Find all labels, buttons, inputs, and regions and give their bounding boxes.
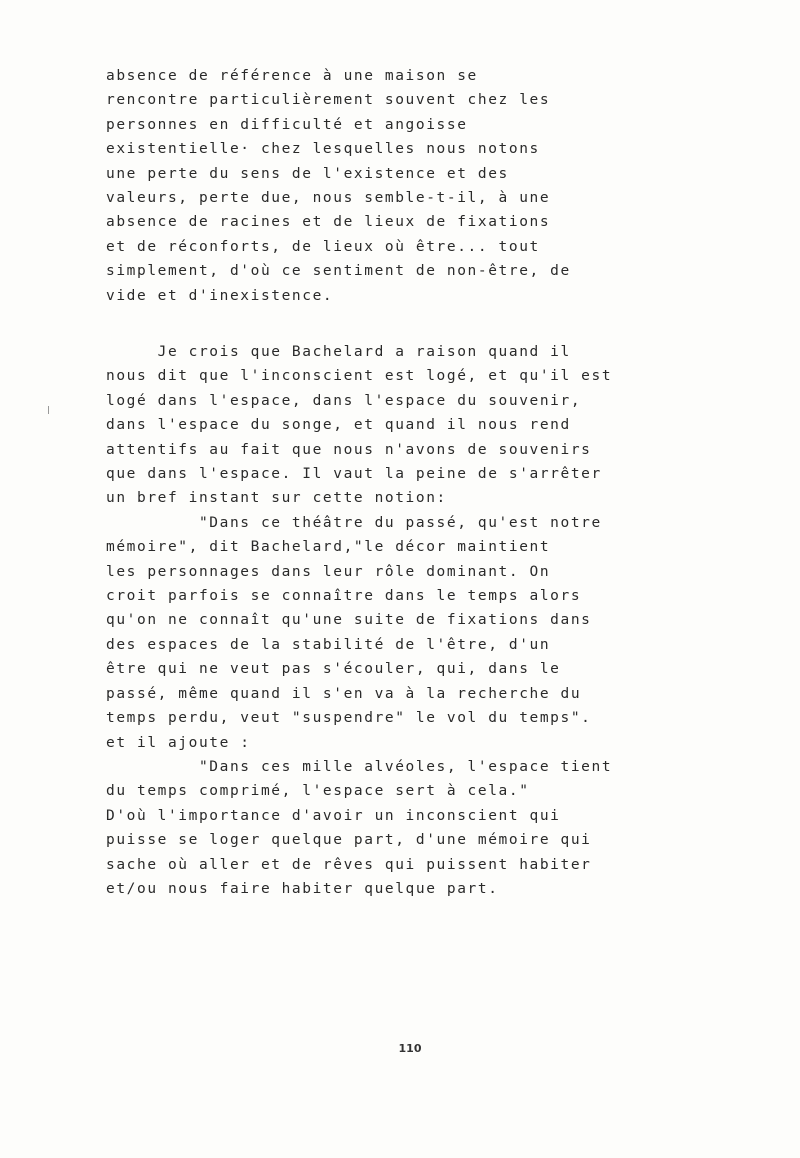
text-line: attentifs au fait que nous n'avons de souvenirs — [106, 441, 592, 458]
text-line: passé, même quand il s'en va à la recherche du — [106, 685, 582, 702]
text-line: rencontre particulièrement souvent chez les — [106, 92, 551, 109]
text-line: dans l'espace du songe, et quand il nous rend — [106, 417, 571, 434]
text-line: être qui ne veut pas s'écouler, qui, dans le — [106, 661, 561, 678]
text-line: puisse se loger quelque part, d'une mémoire qui — [106, 832, 592, 849]
text-line: sache où aller et de rêves qui puissent habiter — [106, 856, 592, 873]
text-line: temps perdu, veut "suspendre" le vol du temps". — [106, 710, 592, 727]
text-line: et il ajoute : — [106, 734, 251, 751]
margin-mark — [48, 406, 49, 414]
text-line: mémoire", dit Bachelard,"le décor maintient — [106, 539, 551, 556]
text-line: les personnages dans leur rôle dominant. On — [106, 563, 551, 580]
text-line: et de réconforts, de lieux où être... tout — [106, 238, 540, 255]
text-line: simplement, d'où ce sentiment de non-être, de — [106, 263, 571, 280]
text-line: personnes en difficulté et angoisse — [106, 116, 468, 133]
text-line: du temps comprimé, l'espace sert à cela." — [106, 783, 530, 800]
text-line: logé dans l'espace, dans l'espace du souvenir, — [106, 392, 582, 409]
paragraph-1 — [106, 64, 606, 308]
text-line: croit parfois se connaître dans le temps alors — [106, 588, 582, 605]
text-line: vide et d'inexistence. — [106, 287, 334, 304]
text-line: absence de référence à une maison se — [106, 68, 478, 84]
text-line: Je crois que Bachelard a raison quand il — [106, 344, 571, 360]
text-line: "Dans ces mille alvéoles, l'espace tient — [106, 758, 613, 775]
text-line: un bref instant sur cette notion: — [106, 490, 447, 507]
text-line: des espaces de la stabilité de l'être, d'un — [106, 636, 551, 653]
page-number: 110 — [398, 1042, 422, 1055]
text-line: valeurs, perte due, nous semble-t-il, à une — [106, 190, 551, 207]
text-line: que dans l'espace. Il vaut la peine de s'arrêter — [106, 466, 602, 483]
text-line: et/ou nous faire habiter quelque part. — [106, 880, 499, 897]
text-line: existentielle· chez lesquelles nous notons — [106, 141, 540, 158]
text-line: D'où l'importance d'avoir un inconscient qui — [106, 807, 561, 824]
text-line: absence de racines et de lieux de fixations — [106, 214, 551, 231]
text-line: "Dans ce théâtre du passé, qu'est notre — [106, 514, 602, 531]
paragraph-2 — [106, 340, 613, 901]
text-line: une perte du sens de l'existence et des — [106, 165, 509, 182]
text-line: nous dit que l'inconscient est logé, et qu'il est — [106, 368, 613, 385]
text-line: qu'on ne connaît qu'une suite de fixations dans — [106, 612, 592, 629]
